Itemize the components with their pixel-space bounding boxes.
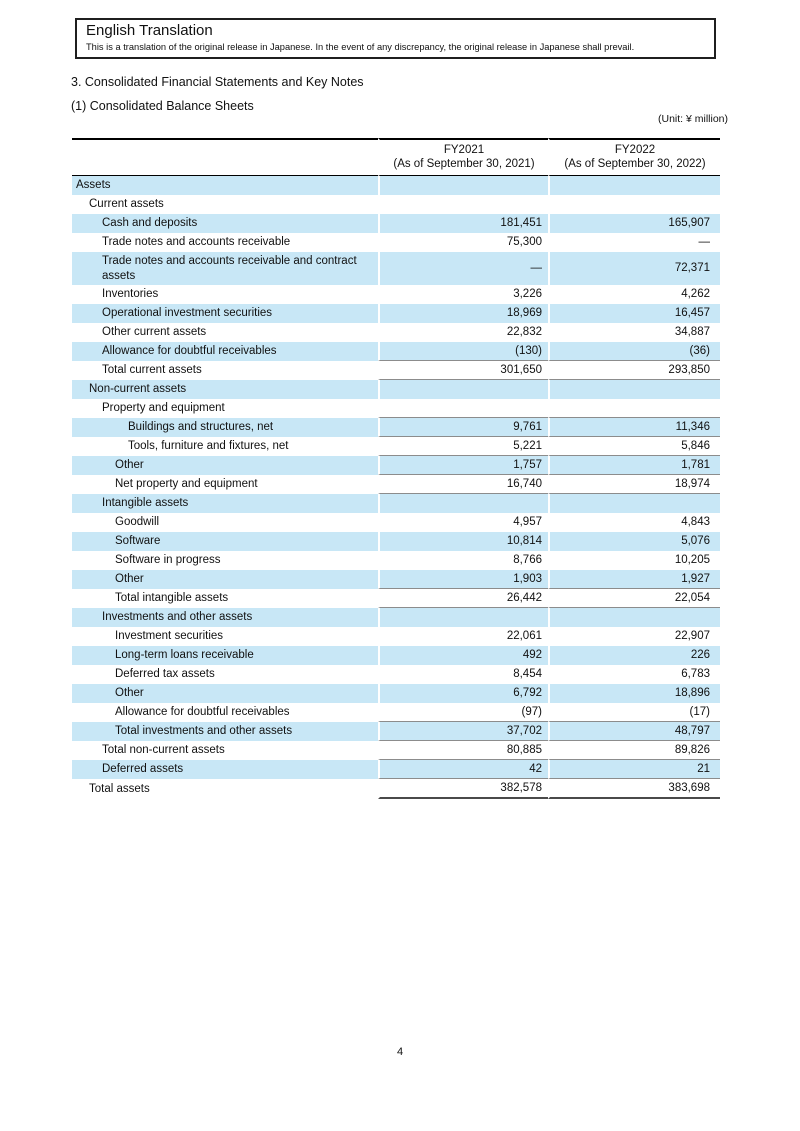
row-label: Investments and other assets — [72, 608, 378, 627]
table-header-row — [72, 138, 720, 176]
table-row — [72, 627, 720, 646]
fy2021-value: 301,650 — [378, 361, 548, 380]
table-row — [72, 475, 720, 494]
fy2021-value: 26,442 — [378, 589, 548, 608]
fy2021-value — [378, 380, 548, 399]
fy2021-value: 80,885 — [378, 741, 548, 760]
row-label: Long-term loans receivable — [72, 646, 378, 665]
table-row — [72, 195, 720, 214]
fy2021-value — [378, 608, 548, 627]
fy2022-value: 4,262 — [548, 285, 720, 304]
row-label: Other — [72, 570, 378, 589]
translation-notice-box — [75, 18, 716, 59]
fy2022-value: 5,076 — [548, 532, 720, 551]
fy2021-value: — — [378, 252, 548, 285]
fy2021-value: 3,226 — [378, 285, 548, 304]
fy2022-value: 11,346 — [548, 418, 720, 437]
row-label: Allowance for doubtful receivables — [115, 706, 290, 718]
fy2021-value: 16,740 — [378, 475, 548, 494]
fy2021-value: 42 — [378, 760, 548, 779]
table-row — [72, 252, 720, 285]
row-label: Non-current assets — [72, 380, 378, 399]
fy2022-value: 18,896 — [548, 684, 720, 703]
table-row — [72, 608, 720, 627]
fy2021-value: 22,832 — [378, 323, 548, 342]
page-number: 4 — [396, 1046, 404, 1058]
table-row — [72, 304, 720, 323]
table-row — [72, 214, 720, 233]
row-label: Operational investment securities — [72, 304, 378, 323]
fy2021-value — [378, 399, 548, 418]
row-label: Allowance for doubtful receivables — [72, 342, 378, 361]
fy2021-value: 8,766 — [378, 551, 548, 570]
fy2021-value: 8,454 — [378, 665, 548, 684]
row-label: Other current assets — [102, 326, 207, 338]
table-row — [72, 361, 720, 380]
unit-note: (Unit: ¥ million) — [657, 113, 728, 125]
table-row — [72, 532, 720, 551]
fy2021-value: 382,578 — [378, 779, 548, 799]
fy2021-column-header — [378, 138, 548, 176]
fy2021-value: 492 — [378, 646, 548, 665]
fy2021-value: 10,814 — [378, 532, 548, 551]
row-label: Current assets — [89, 198, 164, 210]
fy2022-value: 165,907 — [548, 214, 720, 233]
row-label: Assets — [72, 176, 378, 195]
row-label: Total current assets — [102, 364, 202, 376]
table-row — [72, 589, 720, 608]
fy2022-value: 72,371 — [548, 252, 720, 285]
table-row — [72, 665, 720, 684]
table-row — [72, 551, 720, 570]
section-heading: 3. Consolidated Financial Statements and Key Notes — [71, 75, 364, 89]
fy2022-value — [548, 195, 720, 214]
row-label: Property and equipment — [102, 402, 225, 414]
row-label: Intangible assets — [72, 494, 378, 513]
fy2021-value: 5,221 — [378, 437, 548, 456]
fy2022-column-header — [548, 138, 720, 176]
translation-notice-disclaimer: This is a translation of the original release in Japanese. In the event of any discrepancy, the original release in Japanese shall prevail. — [86, 42, 635, 52]
fy2022-value — [548, 176, 720, 195]
row-label: Buildings and structures, net — [72, 418, 378, 437]
row-label: Trade notes and accounts receivable and contract assets — [72, 252, 378, 285]
table-row — [72, 323, 720, 342]
fy2021-value: 22,061 — [378, 627, 548, 646]
table-row — [72, 176, 720, 195]
fy2022-value: 226 — [548, 646, 720, 665]
fy2022-value: 1,781 — [548, 456, 720, 475]
row-label: Investment securities — [115, 630, 224, 642]
fy2021-value: 37,702 — [378, 722, 548, 741]
table-row — [72, 722, 720, 741]
fy2022-value: 1,927 — [548, 570, 720, 589]
fy2022-value: 5,846 — [548, 437, 720, 456]
fy2021-value: 75,300 — [378, 233, 548, 252]
fy2022-value: (17) — [548, 703, 720, 722]
table-row — [72, 741, 720, 760]
fy2021-value: 1,903 — [378, 570, 548, 589]
table-row — [72, 399, 720, 418]
table-row — [72, 494, 720, 513]
fy2022-value: 22,907 — [548, 627, 720, 646]
row-label: Goodwill — [115, 516, 160, 528]
fy2021-header-year: FY2021 — [443, 144, 485, 156]
row-label: Deferred tax assets — [115, 668, 215, 680]
fy2022-value — [548, 399, 720, 418]
fy2022-value: — — [548, 233, 720, 252]
table-row — [72, 646, 720, 665]
row-label: Total investments and other assets — [72, 722, 378, 741]
fy2022-value: 89,826 — [548, 741, 720, 760]
table-row — [72, 342, 720, 361]
row-label: Deferred assets — [72, 760, 378, 779]
table-row — [72, 380, 720, 399]
row-label: Total non-current assets — [102, 744, 225, 756]
fy2021-value: 1,757 — [378, 456, 548, 475]
fy2022-value — [548, 608, 720, 627]
fy2022-value: 4,843 — [548, 513, 720, 532]
table-row — [72, 703, 720, 722]
table-row — [72, 779, 720, 799]
subsection-heading: (1) Consolidated Balance Sheets — [71, 99, 254, 113]
fy2021-value: 9,761 — [378, 418, 548, 437]
fy2022-value: 22,054 — [548, 589, 720, 608]
fy2021-header-date: (As of September 30, 2021) — [393, 158, 535, 170]
fy2022-value: 293,850 — [548, 361, 720, 380]
fy2021-value — [378, 176, 548, 195]
row-label: Total intangible assets — [115, 592, 229, 604]
table-row — [72, 570, 720, 589]
fy2021-value: 181,451 — [378, 214, 548, 233]
row-label: Trade notes and accounts receivable — [102, 236, 291, 248]
fy2022-value: 10,205 — [548, 551, 720, 570]
balance-sheet-table — [72, 138, 720, 799]
fy2022-value — [548, 380, 720, 399]
row-label: Software — [72, 532, 378, 551]
row-label: Other — [72, 456, 378, 475]
table-row — [72, 513, 720, 532]
table-row — [72, 437, 720, 456]
table-row — [72, 285, 720, 304]
fy2022-value: 34,887 — [548, 323, 720, 342]
fy2021-value — [378, 195, 548, 214]
table-row — [72, 684, 720, 703]
row-label: Other — [72, 684, 378, 703]
fy2022-value: 383,698 — [548, 779, 720, 799]
fy2021-value — [378, 494, 548, 513]
table-row — [72, 418, 720, 437]
fy2022-value: 21 — [548, 760, 720, 779]
fy2022-value: 16,457 — [548, 304, 720, 323]
fy2021-value: (130) — [378, 342, 548, 361]
balance-sheet-body — [72, 176, 720, 799]
row-label: Total assets — [89, 782, 150, 795]
fy2022-header-date: (As of September 30, 2022) — [564, 158, 706, 170]
row-label: Software in progress — [115, 554, 221, 566]
table-row — [72, 456, 720, 475]
row-label: Cash and deposits — [72, 214, 378, 233]
translation-notice-title: English Translation — [86, 22, 213, 39]
account-header-cell — [72, 138, 378, 176]
fy2021-value: 4,957 — [378, 513, 548, 532]
table-row — [72, 760, 720, 779]
row-label: Net property and equipment — [115, 478, 258, 490]
fy2021-value: 18,969 — [378, 304, 548, 323]
fy2021-value: 6,792 — [378, 684, 548, 703]
fy2022-header-year: FY2022 — [614, 144, 656, 156]
fy2022-value: 48,797 — [548, 722, 720, 741]
row-label: Inventories — [102, 288, 159, 300]
fy2021-value: (97) — [378, 703, 548, 722]
fy2022-value: 18,974 — [548, 475, 720, 494]
fy2022-value: (36) — [548, 342, 720, 361]
row-label: Tools, furniture and fixtures, net — [128, 440, 289, 452]
table-row — [72, 233, 720, 252]
fy2022-value — [548, 494, 720, 513]
fy2022-value: 6,783 — [548, 665, 720, 684]
